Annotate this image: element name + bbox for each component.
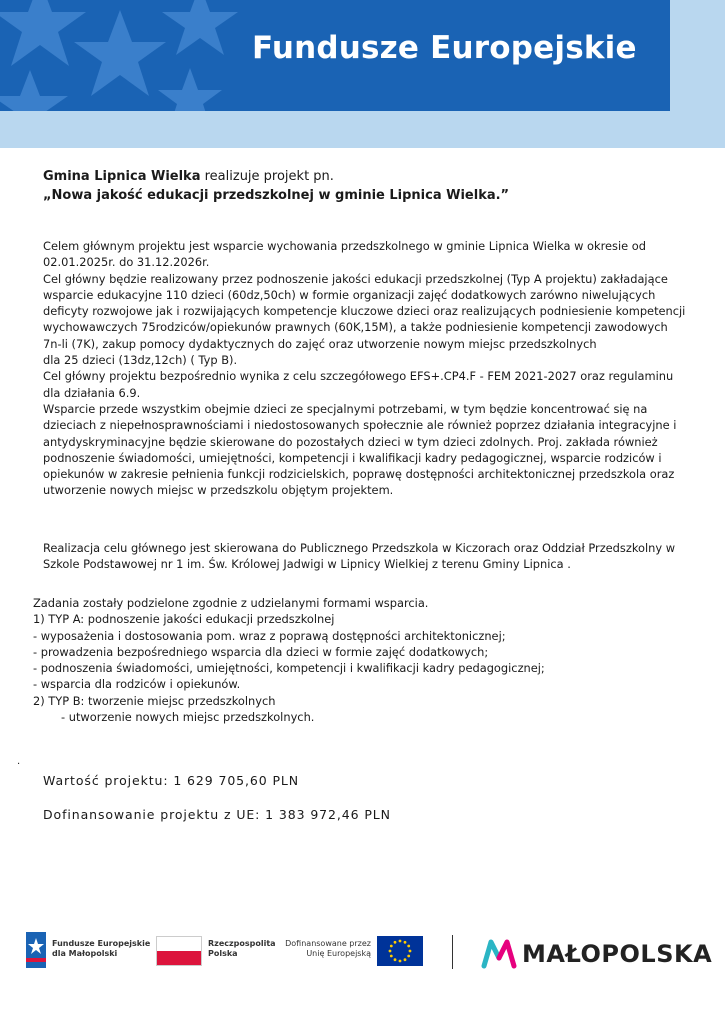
list-item: 2) TYP B: tworzenie miejsc przedszkolnych: [33, 693, 276, 708]
logo-divider: [452, 935, 453, 969]
tasks-heading: Zadania zostały podzielone zgodnie z udzielanymi formami wsparcia.: [33, 596, 429, 610]
text-line: wychowawczych 75rodziców/opiekunów prawnych (60K,15M), a także podniesienie kompetencji zawodowych: [43, 320, 668, 335]
text-line: opiekunów w zakresie pełnienia funkcji rodzicielskich, poprawę dostępności architektonicznej przedszkola oraz: [43, 467, 675, 482]
text-line: antydyskryminacyjne będzie skierowane do pozostałych dzieci w tym dzieci zdolnych. Proj. zakłada również: [43, 434, 658, 449]
logo-strip: [0, 920, 725, 980]
project-title: „Nowa jakość edukacji przedszkolnej w gminie Lipnica Wielka.”: [43, 188, 510, 203]
malopolska-wordmark: MAŁOPOLSKA: [522, 940, 713, 968]
list-item: - utworzenie nowych miejsc przedszkolnych.: [61, 710, 315, 725]
rp-logo-text: Rzeczpospolita Polska: [208, 939, 276, 958]
fe-banner: [0, 0, 670, 111]
text-line: Cel główny projektu bezpośrednio wynika z celu szczegółowego EFS+.CP4.F - FEM 2021-2027 oraz regulaminu: [43, 369, 674, 384]
fe-logo-text: Fundusze Europejskie dla Małopolski: [52, 939, 151, 958]
text-line: podnoszenie świadomości, umiejętności, kompetencji i kwalifikacji kadry pedagogicznej, wsparcie rodziców i: [43, 450, 662, 465]
text-line: Cel główny będzie realizowany przez podnoszenie jakości edukacji przedszkolnej (Typ A projektu) zakładające: [43, 271, 668, 286]
text-line: utworzenie nowych miejsc w przedszkolu objętym projektem.: [43, 483, 394, 498]
list-item: - prowadzenia bezpośredniego wsparcia dla dzieci w formie zajęć dodatkowych;: [33, 644, 489, 659]
text-line: Celem głównym projektu jest wsparcie wychowania przedszkolnego w gminie Lipnica Wielka w okresie od: [43, 239, 646, 253]
eu-funding-value: Dofinansowanie projektu z UE: 1 383 972,46 PLN: [43, 807, 391, 822]
ue-logo-text: Dofinansowane przez Unię Europejską: [285, 939, 371, 958]
text-line: wsparcie edukacyjne 110 dzieci (60dz,50ch) w formie organizacji zajęć dodatkowych zarówno niwelujących: [43, 287, 656, 302]
banner-title: Fundusze Europejskie: [252, 30, 637, 66]
text-line: 02.01.2025r. do 31.12.2026r.: [43, 255, 210, 270]
text-line: dzieciach z niepełnosprawnościami i niedostosowanych społecznie ale również poprzez działania integracyjne i: [43, 418, 677, 433]
text-line: Szkole Podstawowej nr 1 im. Św. Królowej Jadwigi w Lipnicy Wielkiej z terenu Gminy Lipnica .: [43, 557, 571, 572]
project-value: Wartość projektu: 1 629 705,60 PLN: [43, 773, 300, 788]
list-item: - podnoszenia świadomości, umiejętności, kompetencji i kwalifikacji kadry pedagogicznej;: [33, 661, 545, 676]
intro-block: [43, 167, 683, 205]
paragraph-target: [43, 540, 703, 573]
text-line: dla 25 dzieci (13dz,12ch) ( Typ B).: [43, 353, 238, 368]
list-item: 1) TYP A: podnoszenie jakości edukacji przedszkolnej: [33, 612, 335, 627]
eu-stars-pattern-icon: [0, 0, 240, 111]
text-line: 7n-li (7K), zakup pomocy dydaktycznych do zajęć oraz utworzenie nowym miejsc przedszkolnych: [43, 336, 597, 351]
realizes-text: realizuje projekt pn.: [200, 169, 334, 184]
list-item: - wsparcia dla rodziców i opiekunów.: [33, 677, 241, 692]
eu-flag-icon: [377, 936, 423, 966]
fundusze-europejskie-logo-icon: [24, 930, 48, 970]
text-line: Realizacja celu głównego jest skierowana do Publicznego Przedszkola w Kiczorach oraz Oddział Przedszkolny w: [43, 541, 676, 555]
poland-flag-icon: [156, 936, 202, 966]
text-line: deficyty rozwojowe jak i rozwijających kompetencje kluczowe dzieci oraz realizujących podniesienie kompetencji: [43, 304, 686, 319]
text-line: Wsparcie przede wszystkim obejmie dzieci ze specjalnymi potrzebami, w tym będzie koncentrować się na: [43, 401, 648, 416]
text-line: dla działania 6.9.: [43, 385, 141, 400]
malopolska-logo-icon: [481, 938, 517, 970]
org-name: Gmina Lipnica Wielka: [43, 169, 201, 184]
paragraph-goal: [43, 238, 703, 499]
tasks-list: [33, 595, 703, 725]
stray-dot: .: [17, 756, 21, 767]
list-item: - wyposażenia i dostosowania pom. wraz z poprawą dostępności architektonicznej;: [33, 628, 506, 643]
intro-line: [43, 167, 683, 186]
